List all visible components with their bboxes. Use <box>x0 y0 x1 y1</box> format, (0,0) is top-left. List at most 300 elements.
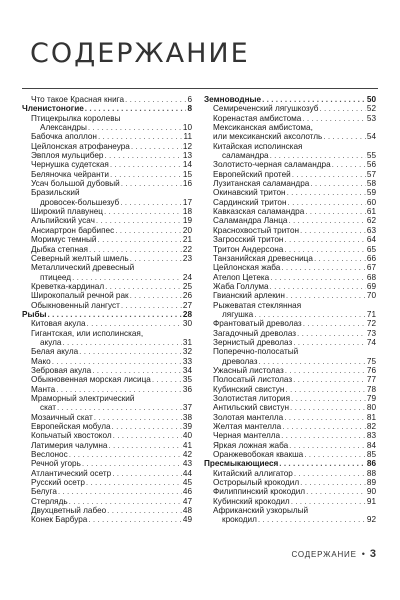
toc-entry[interactable] <box>22 338 192 347</box>
toc-entry[interactable] <box>204 132 376 141</box>
toc-page-number: 82 <box>366 422 376 432</box>
toc-leader-dots <box>130 254 182 263</box>
toc-leader-dots <box>58 487 182 496</box>
toc-page-number: 57 <box>366 169 376 179</box>
toc-entry[interactable] <box>204 310 376 319</box>
toc-leader-dots <box>110 170 182 179</box>
toc-leader-dots <box>285 366 366 375</box>
toc-leader-dots <box>289 441 366 450</box>
toc-entry[interactable] <box>22 263 192 272</box>
toc-entry-title: Дыбка степная <box>31 244 88 254</box>
toc-leader-dots <box>85 104 187 113</box>
toc-entry[interactable] <box>204 282 376 291</box>
toc-leader-dots <box>310 179 366 188</box>
toc-leader-dots <box>94 413 182 422</box>
toc-leader-dots <box>120 198 182 207</box>
toc-entry[interactable] <box>204 515 376 524</box>
toc-entry[interactable] <box>22 385 192 394</box>
toc-entry-title: Латимерия чалумна <box>31 440 108 450</box>
toc-entry-title: Манта <box>31 384 56 394</box>
toc-entry[interactable] <box>22 459 192 468</box>
toc-entry[interactable] <box>204 487 376 496</box>
toc-entry-title: Широкопалый речной рак <box>31 291 129 301</box>
toc-leader-dots <box>305 207 366 216</box>
toc-entry-title: Семиреченский лягушкозуб <box>213 104 319 114</box>
toc-entry[interactable] <box>204 394 376 403</box>
toc-column-right <box>204 95 376 525</box>
toc-page-number: 49 <box>182 515 192 525</box>
toc-entry[interactable] <box>22 142 192 151</box>
toc-entry-title: Зебровая акула <box>31 365 92 375</box>
toc-leader-dots <box>292 170 366 179</box>
toc-entry-title: Загадочный древолаз <box>213 328 297 338</box>
toc-entry-title: Оранжевобокая квакша <box>213 450 304 460</box>
toc-entry[interactable] <box>22 188 192 197</box>
toc-page-number: 45 <box>182 478 192 488</box>
toc-entry-title: Краснохвостый тритон <box>213 225 300 235</box>
toc-page-number: 74 <box>366 337 376 347</box>
toc-entry-title: Альпийский усач <box>31 216 95 226</box>
toc-column-left <box>22 95 192 525</box>
toc-leader-dots <box>107 506 182 515</box>
toc-entry-title: Танзанийская древесница <box>213 253 313 263</box>
toc-entry[interactable] <box>204 263 376 272</box>
toc-entry-title: Пресмыкающиеся <box>204 459 279 469</box>
toc-entry[interactable] <box>204 160 376 169</box>
toc-entry[interactable] <box>22 216 192 225</box>
toc-entry[interactable] <box>22 160 192 169</box>
toc-page-number: 24 <box>182 272 192 282</box>
toc-leader-dots <box>105 282 182 291</box>
toc-entry-title: Европейский протей <box>213 169 291 179</box>
toc-page-number: 58 <box>366 179 376 189</box>
toc-entry-title: Креветка-кардинал <box>31 281 105 291</box>
toc-page-number: 23 <box>182 253 192 263</box>
toc-entry[interactable] <box>204 431 376 440</box>
toc-entry[interactable] <box>22 347 192 356</box>
toc-entry[interactable] <box>22 441 192 450</box>
toc-entry[interactable] <box>204 198 376 207</box>
toc-leader-dots <box>121 179 182 188</box>
toc-entry[interactable] <box>22 497 192 506</box>
toc-page-number: 38 <box>182 412 192 422</box>
toc-entry[interactable] <box>22 506 192 515</box>
toc-entry-title: Золотистая литория <box>213 394 291 403</box>
toc-page-number: 13 <box>182 151 192 161</box>
toc-page-number: 6 <box>187 95 192 104</box>
toc-entry-title: Золотисто-черная саламандра <box>213 160 331 170</box>
toc-entry-title: Желтая мантелла <box>213 422 282 432</box>
toc-entry-title: Яркая ложная жаба <box>213 440 289 450</box>
toc-entry[interactable] <box>22 329 192 338</box>
toc-leader-dots <box>291 497 366 506</box>
toc-entry-title: Гвианский арлекин <box>213 291 285 301</box>
toc-leader-dots <box>89 245 182 254</box>
toc-entry-title: Чернушка судетская <box>31 160 109 170</box>
toc-page-number: 54 <box>366 132 376 142</box>
toc-entry[interactable] <box>204 347 376 356</box>
toc-page-number: 35 <box>182 375 192 385</box>
toc-entry[interactable] <box>22 151 192 160</box>
toc-page-number: 79 <box>366 394 376 403</box>
toc-entry[interactable] <box>204 469 376 478</box>
toc-entry[interactable] <box>22 357 192 366</box>
toc-entry-title: Эвплоя мульцибер <box>31 151 104 161</box>
toc-leader-dots <box>72 273 182 282</box>
toc-leader-dots <box>270 273 366 282</box>
toc-page-number: 77 <box>366 375 376 385</box>
toc-entry[interactable] <box>22 170 192 179</box>
toc-leader-dots <box>98 235 182 244</box>
toc-page-number: 78 <box>366 384 376 394</box>
toc-page-number: 43 <box>182 459 192 469</box>
toc-entry-title: Полосатый листолаз <box>213 375 293 385</box>
toc-page-number: 61 <box>366 207 376 217</box>
toc-leader-dots <box>104 207 182 216</box>
toc-entry[interactable] <box>22 394 192 403</box>
toc-page-number: 48 <box>182 506 192 516</box>
toc-page-number: 59 <box>366 188 376 198</box>
toc-entry[interactable] <box>204 329 376 338</box>
toc-entry-title: Усач большой дубовый <box>31 179 120 189</box>
toc-entry[interactable] <box>22 254 192 263</box>
toc-leader-dots <box>152 375 182 384</box>
toc-page-number: 44 <box>182 468 192 478</box>
toc-entry[interactable] <box>204 291 376 300</box>
toc-leader-dots <box>288 198 366 207</box>
toc-section-heading[interactable] <box>22 310 192 319</box>
toc-entry[interactable] <box>22 291 192 300</box>
running-title: СОДЕРЖАНИЕ <box>291 549 357 559</box>
toc-page-number: 31 <box>182 337 192 347</box>
toc-leader-dots <box>69 497 182 506</box>
toc-entry-title: Загросский тритон <box>213 235 284 245</box>
toc-entry[interactable] <box>22 366 192 375</box>
toc-entry-title: Копьчатый хвостокол <box>31 431 112 441</box>
toc-entry[interactable] <box>22 431 192 440</box>
toc-page-number: 90 <box>366 487 376 497</box>
toc-leader-dots <box>294 469 366 478</box>
toc-entry[interactable] <box>22 487 192 496</box>
toc-page-number: 42 <box>182 450 192 460</box>
toc-page-number: 17 <box>182 197 192 207</box>
toc-page-number: 33 <box>182 356 192 366</box>
toc-entry[interactable] <box>204 441 376 450</box>
toc-entry-title: Стерлядь <box>31 496 68 506</box>
toc-entry[interactable] <box>204 123 376 132</box>
toc-leader-dots <box>262 95 366 104</box>
toc-page-number: 39 <box>182 422 192 432</box>
toc-entry-title: лягушка <box>222 309 254 319</box>
toc-entry-title: Речной угорь <box>31 459 81 469</box>
toc-entry[interactable] <box>22 375 192 384</box>
toc-leader-dots <box>259 357 366 366</box>
toc-entry-title: Европейская мобула <box>31 422 111 432</box>
toc-page-number: 53 <box>366 113 376 123</box>
toc-entry-title: Сардинский тритон <box>213 197 287 207</box>
toc-page-number: 80 <box>366 403 376 413</box>
toc-entry[interactable] <box>22 319 192 328</box>
toc-leader-dots <box>314 254 366 263</box>
toc-page-number: 89 <box>366 478 376 488</box>
toc-page-number: 69 <box>366 281 376 291</box>
toc-page-number: 19 <box>182 216 192 226</box>
toc-entry[interactable] <box>22 273 192 282</box>
toc-entry[interactable] <box>204 422 376 431</box>
toc-page-number: 64 <box>366 235 376 245</box>
footer-bullet: • <box>361 549 365 559</box>
toc-page-number: 60 <box>366 197 376 207</box>
toc-leader-dots <box>96 216 182 225</box>
toc-entry[interactable] <box>204 179 376 188</box>
toc-leader-dots <box>303 319 366 328</box>
toc-entry[interactable] <box>204 403 376 412</box>
toc-entry-title: Веслонос <box>31 450 68 460</box>
toc-entry[interactable] <box>22 301 192 310</box>
toc-leader-dots <box>282 422 366 431</box>
page-footer <box>291 548 376 560</box>
toc-page-number: 84 <box>366 440 376 450</box>
toc-leader-dots <box>79 347 182 356</box>
toc-entry-title: Северный желтый шмель <box>31 253 129 263</box>
toc-section-heading[interactable] <box>22 104 192 113</box>
toc-entry[interactable] <box>22 198 192 207</box>
toc-entry[interactable] <box>204 366 376 375</box>
toc-entry-title: Мексиканская амбистома, <box>213 123 313 133</box>
toc-entry-title: Рыжеватая стеклянная <box>213 300 302 310</box>
toc-entry[interactable] <box>204 245 376 254</box>
toc-page-number: 12 <box>182 141 192 151</box>
toc-leader-dots <box>300 478 366 487</box>
toc-entry[interactable] <box>22 207 192 216</box>
toc-entry[interactable] <box>204 207 376 216</box>
toc-entry[interactable] <box>204 301 376 310</box>
toc-entry-title: Рыбы <box>22 309 47 319</box>
toc-entry[interactable] <box>22 422 192 431</box>
toc-page-number: 36 <box>182 384 192 394</box>
toc-leader-dots <box>290 403 366 412</box>
toc-entry[interactable] <box>22 235 192 244</box>
toc-leader-dots <box>62 338 181 347</box>
toc-entry-title: Острорылый крокодил <box>213 478 300 488</box>
toc-page-number: 68 <box>366 272 376 282</box>
toc-page-number: 10 <box>182 123 192 133</box>
toc-leader-dots <box>288 216 365 225</box>
toc-entry-title: Китовая акула <box>31 319 86 329</box>
toc-leader-dots <box>98 132 183 141</box>
toc-entry[interactable] <box>204 375 376 384</box>
toc-entry-title: Беляночка чейранти <box>31 169 109 179</box>
toc-entry[interactable] <box>204 357 376 366</box>
page-title: СОДЕРЖАНИЕ <box>30 38 250 69</box>
toc-entry-title: Франтоватый древолаз <box>213 319 302 329</box>
toc-leader-dots <box>291 394 366 403</box>
toc-entry-title: Ансиартрон барбипес <box>31 225 115 235</box>
toc-leader-dots <box>121 301 182 310</box>
toc-entry[interactable] <box>22 114 192 123</box>
toc-entry-title: скат <box>40 403 56 413</box>
toc-page-number: 34 <box>182 365 192 375</box>
title-divider <box>22 88 378 89</box>
page-number: 3 <box>369 548 376 560</box>
toc-leader-dots <box>92 366 182 375</box>
toc-leader-dots <box>284 413 366 422</box>
toc-entry-title: Обыкновенная морская лисица <box>31 375 151 385</box>
toc-entry-title: Моримус темный <box>31 235 97 245</box>
toc-leader-dots <box>281 431 366 440</box>
toc-entry[interactable] <box>204 497 376 506</box>
toc-entry[interactable] <box>204 450 376 459</box>
toc-page-number: 37 <box>182 403 192 413</box>
toc-entry-title: Мраморный электрический <box>31 394 135 403</box>
toc-entry[interactable] <box>22 132 192 141</box>
toc-page-number: 32 <box>182 347 192 357</box>
toc-entry-title: Жаба Голлума <box>213 281 269 291</box>
toc-entry[interactable] <box>22 478 192 487</box>
toc-entry-title: Поперечно-полосатый <box>213 347 299 357</box>
toc-entry-title: Филиппинский крокодил <box>213 487 306 497</box>
toc-leader-dots <box>258 515 366 524</box>
toc-leader-dots <box>287 188 366 197</box>
toc-entry-title: Саламандра Ланца <box>213 216 288 226</box>
toc-page-number: 16 <box>182 179 192 189</box>
toc-page-number: 86 <box>366 459 376 469</box>
toc-entry-title: Кубинский свистун <box>213 384 285 394</box>
toc-leader-dots <box>52 357 182 366</box>
toc-entry[interactable] <box>204 254 376 263</box>
toc-entry[interactable] <box>204 114 376 123</box>
toc-leader-dots <box>286 291 366 300</box>
toc-entry[interactable] <box>204 235 376 244</box>
toc-leader-dots <box>281 263 366 272</box>
toc-entry[interactable] <box>22 469 192 478</box>
toc-entry[interactable] <box>22 123 192 132</box>
toc-entry-title: Бабочка аполлон <box>31 132 97 142</box>
toc-page-number: 66 <box>366 253 376 263</box>
toc-page-number: 22 <box>182 244 192 254</box>
toc-leader-dots <box>115 226 182 235</box>
toc-leader-dots <box>284 235 365 244</box>
toc-entry[interactable] <box>204 385 376 394</box>
toc-page-number: 67 <box>366 263 376 273</box>
toc-page-number: 52 <box>366 104 376 114</box>
toc-leader-dots <box>48 310 182 319</box>
toc-leader-dots <box>300 226 366 235</box>
toc-entry[interactable] <box>204 506 376 515</box>
toc-leader-dots <box>285 385 365 394</box>
toc-entry[interactable] <box>22 515 192 524</box>
toc-page-number: 83 <box>366 431 376 441</box>
toc-page-number: 55 <box>366 151 376 161</box>
toc-entry-title: Обыкновенный лангуст <box>31 300 120 310</box>
toc-entry-title: Мако <box>31 356 51 366</box>
toc-entry-title: Что такое Красная книга <box>31 95 125 104</box>
toc-entry[interactable] <box>204 273 376 282</box>
toc-entry-title: Цейлонская жаба <box>213 263 281 273</box>
toc-leader-dots <box>293 338 366 347</box>
toc-section-heading[interactable] <box>204 459 376 468</box>
toc-entry-title: саламандра <box>222 151 269 161</box>
toc-entry[interactable] <box>22 403 192 412</box>
toc-entry-title: Белуга <box>31 487 57 497</box>
toc-leader-dots <box>104 151 181 160</box>
toc-entry-title: Конек Барбура <box>31 515 88 525</box>
toc-entry[interactable] <box>22 282 192 291</box>
toc-entry-title: древолаз <box>222 356 258 366</box>
toc-entry[interactable] <box>204 413 376 422</box>
toc-leader-dots <box>108 441 182 450</box>
toc-page-number: 63 <box>366 225 376 235</box>
toc-entry[interactable] <box>204 151 376 160</box>
toc-entry-title: Двухцветный лабео <box>31 506 107 516</box>
toc-leader-dots <box>293 375 366 384</box>
toc-page-number: 14 <box>182 160 192 170</box>
toc-page-number: 65 <box>366 244 376 254</box>
toc-entry[interactable] <box>204 170 376 179</box>
toc-entry[interactable] <box>204 338 376 347</box>
toc-leader-dots <box>57 403 182 412</box>
toc-entry-title: Птицекрылка королевы <box>31 113 121 123</box>
toc-page-number: 88 <box>366 468 376 478</box>
toc-entry[interactable] <box>22 413 192 422</box>
toc-entry[interactable] <box>204 188 376 197</box>
toc-entry[interactable] <box>204 216 376 225</box>
toc-entry[interactable] <box>22 245 192 254</box>
toc-entry-title: Русский осетр <box>31 478 85 488</box>
toc-entry[interactable] <box>22 450 192 459</box>
toc-entry-title: Тритон Андерсона <box>213 244 284 254</box>
toc-leader-dots <box>297 329 366 338</box>
toc-entry-title: дровосек-большезуб <box>40 197 120 207</box>
toc-entry-title: Александры <box>40 123 87 133</box>
toc-leader-dots <box>306 487 366 496</box>
toc-page-number: 41 <box>182 440 192 450</box>
toc-entry-title: Членистоногие <box>22 104 84 114</box>
toc-entry-title: Металлический древесный <box>31 263 135 273</box>
toc-leader-dots <box>82 459 182 468</box>
toc-entry[interactable] <box>204 104 376 113</box>
toc-leader-dots <box>87 319 182 328</box>
toc-entry-title: Ателоп Цетека <box>213 272 270 282</box>
toc-page-number: 40 <box>182 431 192 441</box>
toc-leader-dots <box>319 104 365 113</box>
toc-entry-title: Лузитанская саламандра <box>213 179 310 189</box>
toc-page-number: 81 <box>366 412 376 422</box>
toc-page-number: 50 <box>366 95 376 104</box>
toc-entry-title: Белая акула <box>31 347 79 357</box>
toc-entry[interactable] <box>22 95 192 104</box>
toc-leader-dots <box>270 282 366 291</box>
toc-page-number: 28 <box>182 309 192 319</box>
toc-entry[interactable] <box>204 226 376 235</box>
toc-entry-title: Бразильский <box>31 188 80 198</box>
toc-entry-title: Антильский свистун <box>213 403 290 413</box>
toc-entry-title: Кубинский крокодил <box>213 496 290 506</box>
toc-entry-title: Земноводные <box>204 95 262 104</box>
toc-leader-dots <box>112 422 182 431</box>
toc-entry[interactable] <box>22 179 192 188</box>
toc-page-number: 46 <box>182 487 192 497</box>
toc-entry[interactable] <box>204 319 376 328</box>
toc-entry-title: Африканский узкорылый <box>213 506 309 516</box>
toc-page-number: 72 <box>366 319 376 329</box>
toc-page-number: 71 <box>366 309 376 319</box>
toc-section-heading[interactable] <box>204 95 376 104</box>
toc-leader-dots <box>112 469 182 478</box>
toc-entry[interactable] <box>204 142 376 151</box>
toc-entry[interactable] <box>22 226 192 235</box>
toc-entry[interactable] <box>204 478 376 487</box>
